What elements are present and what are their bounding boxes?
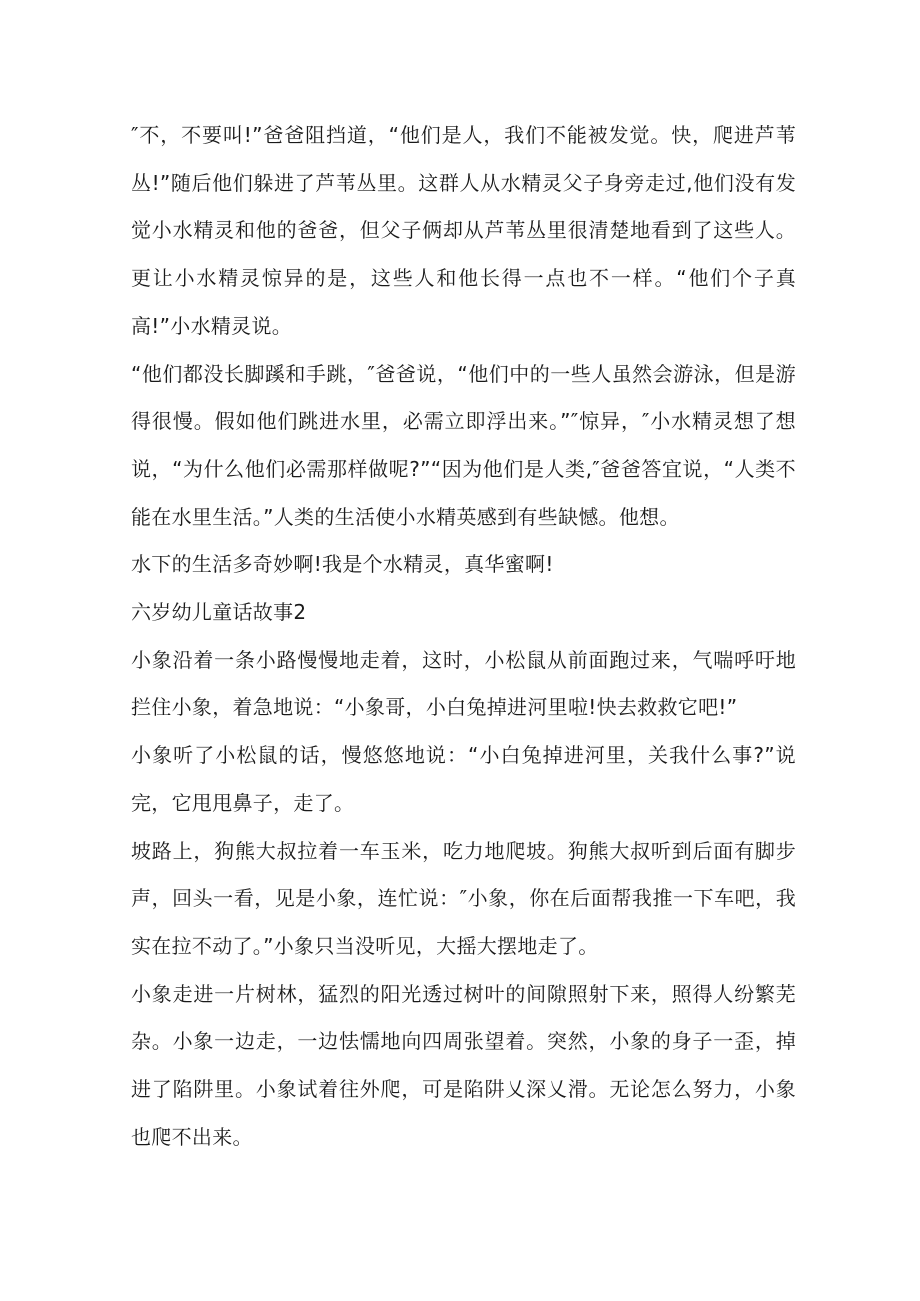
paragraph-elephant-1: 小象沿着一条小路慢慢地走着，这时，小松鼠从前面跑过来，气喘呼吁地拦住小象，着急地说：“小象哥，小白兔掉进河里啦!快去救救它吧!”: [131, 647, 796, 720]
paragraph-water-sprite-3: 水下的生活多奇妙啊!我是个水精灵，真华蜜啊!: [131, 552, 554, 577]
paragraph-elephant-3: 坡路上，狗熊大叔拉着一车玉米，吃力地爬坡。狗熊大叔听到后面有脚步声，回头一看，见是小象，连忙说：″小象，你在后面帮我推一下车吧，我实在拉不动了。”小象只当没听见，大摇大摆地走了。: [131, 838, 796, 958]
paragraph-water-sprite-2: “他们都没长脚蹊和手跳，″爸爸说，“他们中的一些人虽然会游泳，但是游得很慢。假如他们跳进水里，必需立即浮出来。”″惊异，″小水精灵想了想说，“为什么他们必需那样做呢?”“因为他们是人类,″爸爸答宜说，“人类不能在水里生活。”人类的生活使小水精英感到有些缺憾。他想。: [131, 361, 796, 529]
paragraph-elephant-4: 小象走进一片树林，猛烈的阳光透过树叶的间隙照射下来，照得人纷繁芜杂。小象一边走，一边怯懦地向四周张望着。突然，小象的身子一歪，掉进了陷阱里。小象试着往外爬，可是陷阱乂深乂滑。无论怎么努力，小象也爬不出来。: [131, 981, 796, 1149]
paragraph-elephant-2: 小象听了小松鼠的话，慢悠悠地说：“小白兔掉进河里，关我什么事?”说完，它甩甩鼻子，走了。: [131, 743, 796, 815]
document-body: [131, 112, 796, 1161]
paragraph-water-sprite-1: ″不，不要叫!”爸爸阻挡道，“他们是人，我们不能被发觉。快，爬进芦苇丛!”随后他们躲进了芦苇丛里。这群人从水精灵父子身旁走过,他们没有发觉小水精灵和他的爸爸，但父子俩却从芦苇丛里很清楚地看到了这些人。更让小水精灵惊异的是，这些人和他长得一点也不一样。“他们个子真高!”小水精灵说。: [131, 123, 796, 338]
story-heading: 六岁幼儿童话故事2: [131, 600, 307, 625]
